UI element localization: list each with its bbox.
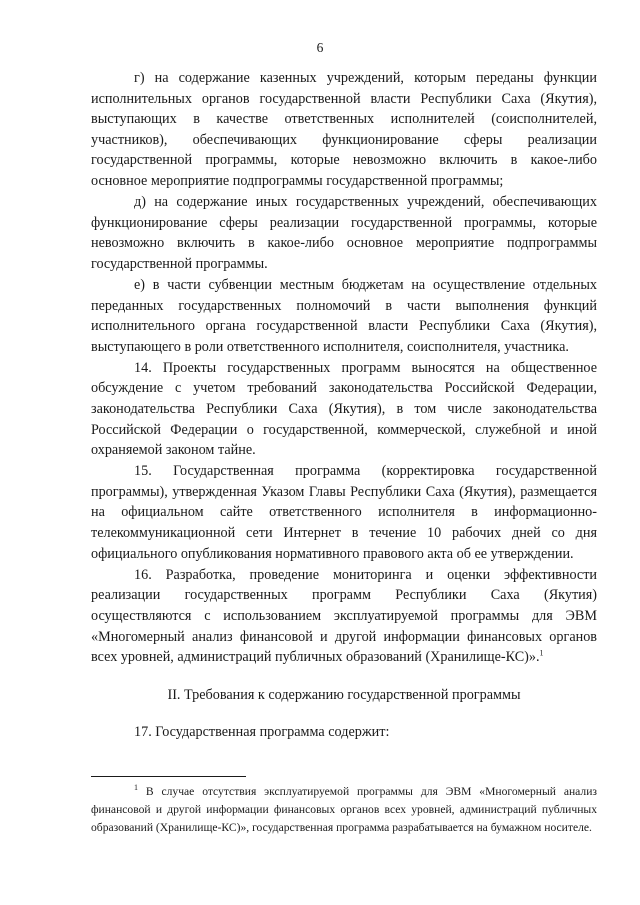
paragraph-14: 14. Проекты государственных программ выносятся на общественное обсуждение с учетом требований законодательства Российской Федерации, законодательства Республики Саха (Якутия), в том числе законодательства Российской Федерации о государственной, коммерческой, служебной и иной охраняемой законом тайне.: [91, 359, 597, 459]
document-body: [91, 68, 597, 742]
footnote-reference[interactable]: 1: [539, 648, 544, 658]
footnote: [91, 783, 597, 836]
footnote-text: В случае отсутствия эксплуатируемой программы для ЭВМ «Многомерный анализ финансовой и другой информации финансовых органов всех уровней, администраций публичных образований (Хранилище-КС)», государственная программа разрабатывается на бумажном носителе.: [91, 785, 597, 834]
paragraph-item-d: д) на содержание иных государственных учреждений, обеспечивающих функционирование сферы реализации государственной программы, которые невозможно включить в какое-либо основное мероприятие подпрограммы государственной программы.: [91, 194, 597, 272]
paragraph-item-g: г) на содержание казенных учреждений, которым переданы функции исполнительных органов государственной власти Республики Саха (Якутия), выступающих в качестве ответственных исполнителей (соисполнителей, участников), обеспечивающих функционирование сферы реализации государственной программы, которые невозможно включить в какое-либо основное мероприятие подпрограммы государственной программы;: [91, 70, 597, 189]
paragraph-17: 17. Государственная программа содержит:: [134, 723, 390, 740]
footnote-marker: 1: [134, 783, 138, 793]
paragraph-16: [91, 565, 597, 668]
footnote-separator: [91, 776, 246, 777]
paragraph-16-text: 16. Разработка, проведение мониторинга и оценки эффективности реализации государственных программ Республики Саха (Якутия) осуществляются с использованием эксплуатируемой программы для ЭВМ «Многомерный анализ финансовой и другой информации финансовых органов всех уровней, администраций публичных образований (Хранилище-КС)».: [91, 566, 597, 666]
paragraph-item-e: е) в части субвенции местным бюджетам на осуществление отдельных переданных государственных полномочий в части выполнения функций исполнительного органа государственной власти Республики Саха (Якутия), выступающего в роли ответственного исполнителя, соисполнителя, участника.: [91, 276, 597, 355]
paragraph-15: 15. Государственная программа (корректировка государственной программы), утвержденная Указом Главы Республики Саха (Якутия), размещается на официальном сайте ответственного исполнителя в информационно-телекоммуникационной сети Интернет в течение 10 рабочих дней со дня официального опубликования нормативного правового акта об ее утверждении.: [91, 463, 597, 562]
section-heading: II. Требования к содержанию государственной программы: [167, 686, 521, 703]
page-number: 6: [316, 40, 324, 55]
